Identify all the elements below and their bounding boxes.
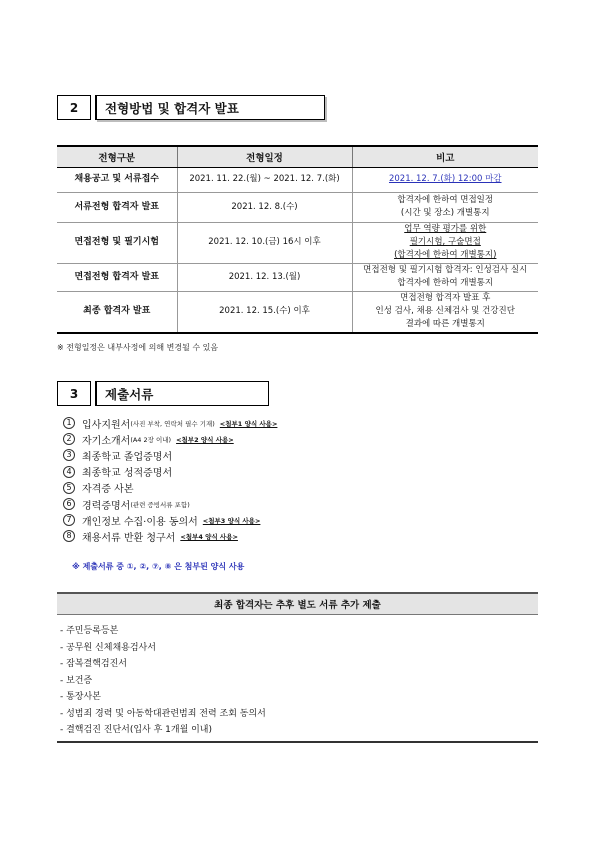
note-cell [352, 263, 538, 291]
section-title: 전형방법 및 합격자 발표 [95, 95, 325, 120]
table-header-row [57, 146, 538, 167]
date-cell: 2021. 12. 8.(수) [177, 192, 352, 222]
circled-number: 8 [63, 530, 75, 542]
stage-cell: 최종 합격자 발표 [57, 291, 177, 333]
column-header: 전형구분 [57, 146, 177, 167]
list-item [63, 464, 277, 480]
list-item: - 잠복결핵검진서 [60, 659, 127, 669]
list-item: - 공무원 신체채용검사서 [60, 642, 156, 653]
section-number: 3 [57, 381, 91, 406]
document-name: 자기소개서 [82, 435, 131, 447]
document-name: 최종학교 졸업증명서 [82, 451, 173, 463]
attachment-label: <첨부3 양식 사용> [202, 516, 261, 525]
note-cell [352, 291, 538, 333]
date-cell: 2021. 12. 10.(금) 16시 이후 [177, 222, 352, 263]
note-cell [352, 192, 538, 222]
attachment-label: <첨부2 양식 사용> [176, 435, 234, 444]
document-note: (관련 증빙서류 포함) [130, 500, 190, 509]
list-item: - 주민등록등본 [60, 626, 119, 636]
note-line: (합격자에 한하여 개별통지) [394, 250, 497, 260]
document-note: (A4 2장 이내) [130, 435, 172, 444]
schedule-footnote: ※ 전형일정은 내부사정에 의해 변경될 수 있음 [57, 343, 219, 352]
stage-cell: 서류전형 합격자 발표 [57, 192, 177, 222]
note-line: 인성 검사, 채용 신체검사 및 건강진단 [375, 306, 515, 317]
list-item: - 통장사본 [60, 692, 101, 702]
note-line: 면접전형 및 필기시험 합격자: 인성검사 실시 [363, 265, 528, 275]
attachment-label: <첨부1 양식 사용> [219, 419, 278, 428]
section-3-header [57, 381, 269, 406]
final-documents-list [60, 623, 266, 739]
note-line: 업무 역량 평가를 위한 [404, 224, 487, 234]
list-item [63, 480, 277, 496]
list-item [63, 431, 277, 447]
column-header: 비고 [352, 146, 538, 167]
deadline-link[interactable]: 2021. 12. 7.(화) 12:00 마감 [388, 174, 502, 184]
document-note: (사진 부착, 연락처 필수 기재) [130, 419, 215, 428]
document-name: 자격증 사본 [82, 484, 134, 496]
list-item: - 성범죄 경력 및 아동학대관련범죄 전력 조회 동의서 [60, 708, 266, 719]
list-item [63, 512, 277, 528]
date-cell: 2021. 11. 22.(월) ~ 2021. 12. 7.(화) [177, 167, 352, 192]
circled-number: 6 [63, 498, 75, 510]
note-line: 합격자에 한하여 개별통지 [397, 278, 494, 288]
circled-number: 4 [63, 466, 75, 478]
date-cell: 2021. 12. 13.(월) [177, 263, 352, 291]
list-item [63, 447, 277, 463]
list-item [63, 496, 277, 512]
stage-cell: 채용공고 및 서류접수 [57, 167, 177, 192]
section-number: 2 [57, 95, 91, 120]
box-bottom-rule [57, 741, 538, 743]
note-line: 결과에 따른 개별통지 [405, 319, 485, 330]
note-line: 필기시험, 구술면접 [409, 237, 481, 247]
note-line: (시간 및 장소) 개별통지 [400, 208, 490, 218]
list-item: - 결핵검진 진단서(입사 후 1개월 이내) [60, 725, 213, 735]
document-name: 최종학교 성적증명서 [82, 468, 173, 480]
note-line: 면접전형 합격자 발표 후 [400, 293, 491, 304]
note-cell [352, 167, 538, 192]
circled-number: 1 [63, 417, 75, 429]
list-item [63, 415, 277, 431]
section-2-header [57, 95, 325, 120]
final-documents-heading: 최종 합격자는 추후 별도 서류 추가 제출 [57, 592, 538, 615]
table-row [57, 291, 538, 333]
schedule-table [57, 145, 538, 334]
table-row [57, 263, 538, 291]
table-row [57, 222, 538, 263]
circled-number: 2 [63, 433, 75, 445]
stage-cell: 면접전형 합격자 발표 [57, 263, 177, 291]
document-name: 경력증명서 [82, 500, 131, 512]
list-item [63, 528, 277, 544]
document-name: 채용서류 반환 청구서 [82, 532, 176, 544]
table-row [57, 192, 538, 222]
note-line: 합격자에 한하여 면접일정 [397, 195, 494, 205]
document-name: 입사지원서 [82, 419, 131, 431]
document-name: 개인정보 수집·이용 동의서 [82, 516, 198, 528]
circled-number: 3 [63, 449, 75, 461]
circled-number: 7 [63, 514, 75, 526]
column-header: 전형일정 [177, 146, 352, 167]
section-title: 제출서류 [95, 381, 269, 406]
circled-number: 5 [63, 482, 75, 494]
form-usage-notice: ※ 제출서류 중 ①, ②, ⑦, ⑧ 은 첨부된 양식 사용 [72, 562, 245, 571]
table-row [57, 167, 538, 192]
stage-cell: 면접전형 및 필기시험 [57, 222, 177, 263]
date-cell: 2021. 12. 15.(수) 이후 [177, 291, 352, 333]
note-cell [352, 222, 538, 263]
list-item: - 보건증 [60, 675, 93, 686]
document-list [63, 415, 277, 545]
attachment-label: <첨부4 양식 사용> [180, 532, 238, 541]
